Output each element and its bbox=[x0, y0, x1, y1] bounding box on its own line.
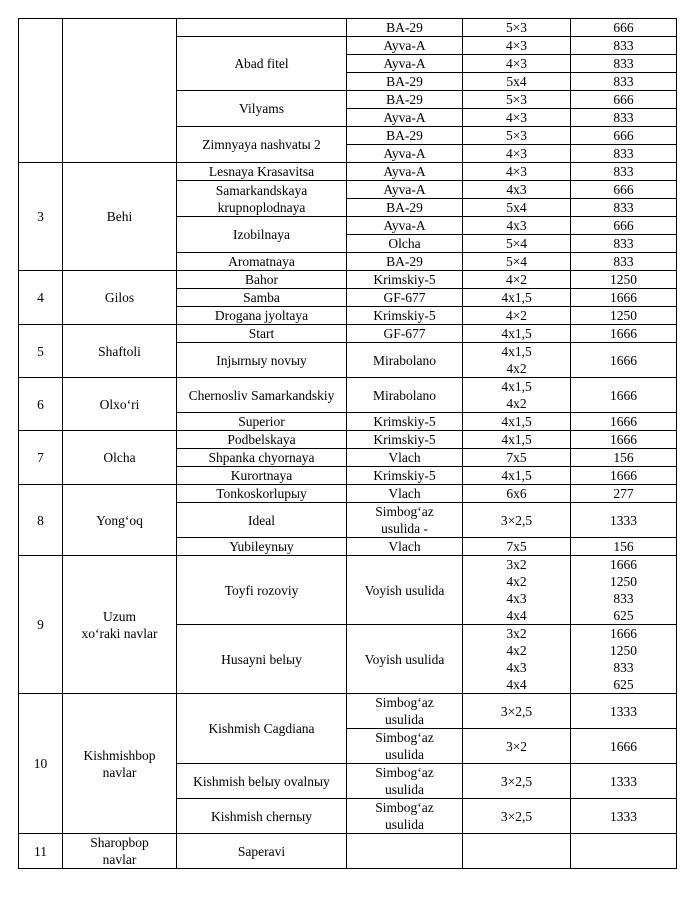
density-cell: 1666 1250 833 625 bbox=[571, 625, 677, 694]
density-cell: 833 bbox=[571, 163, 677, 181]
variety-cell: Aromatnaya bbox=[177, 253, 347, 271]
variety-cell: Chernosliv Samarkandskiy bbox=[177, 378, 347, 413]
rootstock-cell: BA-29 bbox=[347, 73, 463, 91]
rootstock-cell: Simbog‘az usulida bbox=[347, 694, 463, 729]
rootstock-cell: Olcha bbox=[347, 235, 463, 253]
rootstock-cell: Ayva-A bbox=[347, 109, 463, 127]
planting-scheme-cell: 4×3 bbox=[463, 145, 571, 163]
planting-scheme-cell: 4x1,5 4x2 bbox=[463, 378, 571, 413]
variety-cell: Bahor bbox=[177, 271, 347, 289]
row-number-cell bbox=[19, 19, 63, 163]
row-number-cell: 5 bbox=[19, 325, 63, 378]
planting-scheme-cell: 5×3 bbox=[463, 19, 571, 37]
table-row bbox=[19, 163, 677, 181]
variety-cell bbox=[177, 19, 347, 37]
rootstock-cell: GF-677 bbox=[347, 289, 463, 307]
density-cell: 156 bbox=[571, 538, 677, 556]
row-number-cell: 11 bbox=[19, 834, 63, 869]
rootstock-cell: BA-29 bbox=[347, 253, 463, 271]
table-row bbox=[19, 556, 677, 625]
planting-scheme-cell: 4x1,5 bbox=[463, 325, 571, 343]
planting-scheme-cell: 4×2 bbox=[463, 271, 571, 289]
variety-cell: Samba bbox=[177, 289, 347, 307]
density-cell: 156 bbox=[571, 449, 677, 467]
table-row bbox=[19, 271, 677, 289]
density-cell: 1666 bbox=[571, 289, 677, 307]
crop-cell: Shaftoli bbox=[63, 325, 177, 378]
rootstock-cell: Simbog‘az usulida - bbox=[347, 503, 463, 538]
density-cell: 1666 bbox=[571, 467, 677, 485]
variety-cell: Injыrnыy novыy bbox=[177, 343, 347, 378]
planting-scheme-cell: 5×4 bbox=[463, 235, 571, 253]
planting-scheme-cell: 5×4 bbox=[463, 253, 571, 271]
rootstock-cell: Mirabolano bbox=[347, 343, 463, 378]
planting-scheme-cell: 4x1,5 bbox=[463, 431, 571, 449]
density-cell: 277 bbox=[571, 485, 677, 503]
row-number-cell: 6 bbox=[19, 378, 63, 431]
density-cell: 1333 bbox=[571, 799, 677, 834]
density-cell: 1666 bbox=[571, 729, 677, 764]
row-number-cell: 9 bbox=[19, 556, 63, 694]
table-body bbox=[19, 19, 677, 869]
variety-cell: Samarkandskaya krupnoplodnaya bbox=[177, 181, 347, 217]
table-row bbox=[19, 378, 677, 413]
density-cell bbox=[571, 834, 677, 869]
density-cell: 833 bbox=[571, 37, 677, 55]
planting-scheme-cell: 5×3 bbox=[463, 127, 571, 145]
variety-cell: Tonkoskorlupыy bbox=[177, 485, 347, 503]
rootstock-cell: Vlach bbox=[347, 485, 463, 503]
variety-cell: Husayni belыy bbox=[177, 625, 347, 694]
planting-scheme-cell: 3x2 4x2 4x3 4x4 bbox=[463, 556, 571, 625]
rootstock-cell: Simbog‘az usulida bbox=[347, 799, 463, 834]
rootstock-cell: Krimskiy-5 bbox=[347, 307, 463, 325]
variety-cell: Lesnaya Krasavitsa bbox=[177, 163, 347, 181]
planting-scheme-cell bbox=[463, 834, 571, 869]
density-cell: 1666 bbox=[571, 413, 677, 431]
rootstock-cell: GF-677 bbox=[347, 325, 463, 343]
variety-cell: Yubileynыy bbox=[177, 538, 347, 556]
planting-scheme-cell: 4×2 bbox=[463, 307, 571, 325]
density-cell: 1666 bbox=[571, 343, 677, 378]
table-row bbox=[19, 485, 677, 503]
table-row bbox=[19, 431, 677, 449]
rootstock-cell: Vlach bbox=[347, 449, 463, 467]
row-number-cell: 4 bbox=[19, 271, 63, 325]
planting-scheme-cell: 3×2,5 bbox=[463, 764, 571, 799]
variety-cell: Vilyams bbox=[177, 91, 347, 127]
crop-cell: Yong‘oq bbox=[63, 485, 177, 556]
planting-scheme-cell: 5×3 bbox=[463, 91, 571, 109]
planting-scheme-cell: 6x6 bbox=[463, 485, 571, 503]
density-cell: 1666 bbox=[571, 431, 677, 449]
rootstock-cell: Ayva-A bbox=[347, 55, 463, 73]
planting-table bbox=[18, 18, 677, 869]
rootstock-cell bbox=[347, 834, 463, 869]
density-cell: 1333 bbox=[571, 503, 677, 538]
variety-cell: Podbelskaya bbox=[177, 431, 347, 449]
density-cell: 1666 bbox=[571, 325, 677, 343]
density-cell: 666 bbox=[571, 181, 677, 199]
planting-scheme-cell: 4×3 bbox=[463, 109, 571, 127]
rootstock-cell: BA-29 bbox=[347, 19, 463, 37]
variety-cell: Ideal bbox=[177, 503, 347, 538]
density-cell: 666 bbox=[571, 19, 677, 37]
density-cell: 833 bbox=[571, 253, 677, 271]
density-cell: 833 bbox=[571, 109, 677, 127]
crop-cell: Uzum xo‘raki navlar bbox=[63, 556, 177, 694]
density-cell: 833 bbox=[571, 199, 677, 217]
density-cell: 1250 bbox=[571, 307, 677, 325]
variety-cell: Drogana jyoltaya bbox=[177, 307, 347, 325]
table-row bbox=[19, 19, 677, 37]
table-row bbox=[19, 694, 677, 729]
density-cell: 1333 bbox=[571, 764, 677, 799]
rootstock-cell: Krimskiy-5 bbox=[347, 271, 463, 289]
rootstock-cell: Simbog‘az usulida bbox=[347, 764, 463, 799]
density-cell: 1333 bbox=[571, 694, 677, 729]
variety-cell: Saperavi bbox=[177, 834, 347, 869]
rootstock-cell: BA-29 bbox=[347, 127, 463, 145]
planting-scheme-cell: 4x1,5 bbox=[463, 413, 571, 431]
planting-scheme-cell: 3×2,5 bbox=[463, 799, 571, 834]
variety-cell: Kurortnaya bbox=[177, 467, 347, 485]
planting-scheme-cell: 7x5 bbox=[463, 538, 571, 556]
rootstock-cell: Voyish usulida bbox=[347, 625, 463, 694]
crop-cell: Olxo‘ri bbox=[63, 378, 177, 431]
planting-scheme-cell: 4×3 bbox=[463, 37, 571, 55]
density-cell: 1666 bbox=[571, 378, 677, 413]
rootstock-cell: Krimskiy-5 bbox=[347, 431, 463, 449]
density-cell: 833 bbox=[571, 145, 677, 163]
planting-scheme-cell: 4x1,5 4x2 bbox=[463, 343, 571, 378]
crop-cell: Kishmishbop navlar bbox=[63, 694, 177, 834]
density-cell: 1250 bbox=[571, 271, 677, 289]
rootstock-cell: Ayva-A bbox=[347, 37, 463, 55]
row-number-cell: 7 bbox=[19, 431, 63, 485]
rootstock-cell: BA-29 bbox=[347, 91, 463, 109]
planting-scheme-cell: 7x5 bbox=[463, 449, 571, 467]
rootstock-cell: Krimskiy-5 bbox=[347, 413, 463, 431]
planting-scheme-cell: 4x1,5 bbox=[463, 289, 571, 307]
variety-cell: Kishmish belыy ovalnыy bbox=[177, 764, 347, 799]
variety-cell: Shpanka chyornaya bbox=[177, 449, 347, 467]
rootstock-cell: Vlach bbox=[347, 538, 463, 556]
planting-scheme-cell: 4×3 bbox=[463, 55, 571, 73]
variety-cell: Toyfi rozoviy bbox=[177, 556, 347, 625]
planting-scheme-cell: 5x4 bbox=[463, 199, 571, 217]
variety-cell: Abad fitel bbox=[177, 37, 347, 91]
rootstock-cell: BA-29 bbox=[347, 199, 463, 217]
planting-scheme-cell: 3×2,5 bbox=[463, 503, 571, 538]
crop-cell: Gilos bbox=[63, 271, 177, 325]
crop-cell: Behi bbox=[63, 163, 177, 271]
variety-cell: Superior bbox=[177, 413, 347, 431]
variety-cell: Start bbox=[177, 325, 347, 343]
rootstock-cell: Krimskiy-5 bbox=[347, 467, 463, 485]
rootstock-cell: Ayva-A bbox=[347, 145, 463, 163]
crop-cell: Sharopbop navlar bbox=[63, 834, 177, 869]
planting-scheme-cell: 3×2 bbox=[463, 729, 571, 764]
variety-cell: Zimnyaya nashvatы 2 bbox=[177, 127, 347, 163]
crop-cell bbox=[63, 19, 177, 163]
density-cell: 833 bbox=[571, 73, 677, 91]
density-cell: 1666 1250 833 625 bbox=[571, 556, 677, 625]
planting-scheme-cell: 4×3 bbox=[463, 163, 571, 181]
density-cell: 833 bbox=[571, 55, 677, 73]
rootstock-cell: Ayva-A bbox=[347, 163, 463, 181]
planting-scheme-cell: 3×2,5 bbox=[463, 694, 571, 729]
planting-scheme-cell: 5x4 bbox=[463, 73, 571, 91]
variety-cell: Izobilnaya bbox=[177, 217, 347, 253]
rootstock-cell: Ayva-A bbox=[347, 181, 463, 199]
row-number-cell: 10 bbox=[19, 694, 63, 834]
table-row bbox=[19, 325, 677, 343]
rootstock-cell: Ayva-A bbox=[347, 217, 463, 235]
density-cell: 666 bbox=[571, 217, 677, 235]
planting-scheme-cell: 4x3 bbox=[463, 181, 571, 199]
variety-cell: Kishmish chernыy bbox=[177, 799, 347, 834]
density-cell: 666 bbox=[571, 91, 677, 109]
row-number-cell: 8 bbox=[19, 485, 63, 556]
planting-scheme-cell: 4x1,5 bbox=[463, 467, 571, 485]
rootstock-cell: Mirabolano bbox=[347, 378, 463, 413]
rootstock-cell: Simbog‘az usulida bbox=[347, 729, 463, 764]
variety-cell: Kishmish Cagdiana bbox=[177, 694, 347, 764]
row-number-cell: 3 bbox=[19, 163, 63, 271]
crop-cell: Olcha bbox=[63, 431, 177, 485]
planting-scheme-cell: 3x2 4x2 4x3 4x4 bbox=[463, 625, 571, 694]
density-cell: 666 bbox=[571, 127, 677, 145]
table-row bbox=[19, 834, 677, 869]
rootstock-cell: Voyish usulida bbox=[347, 556, 463, 625]
planting-scheme-cell: 4x3 bbox=[463, 217, 571, 235]
density-cell: 833 bbox=[571, 235, 677, 253]
